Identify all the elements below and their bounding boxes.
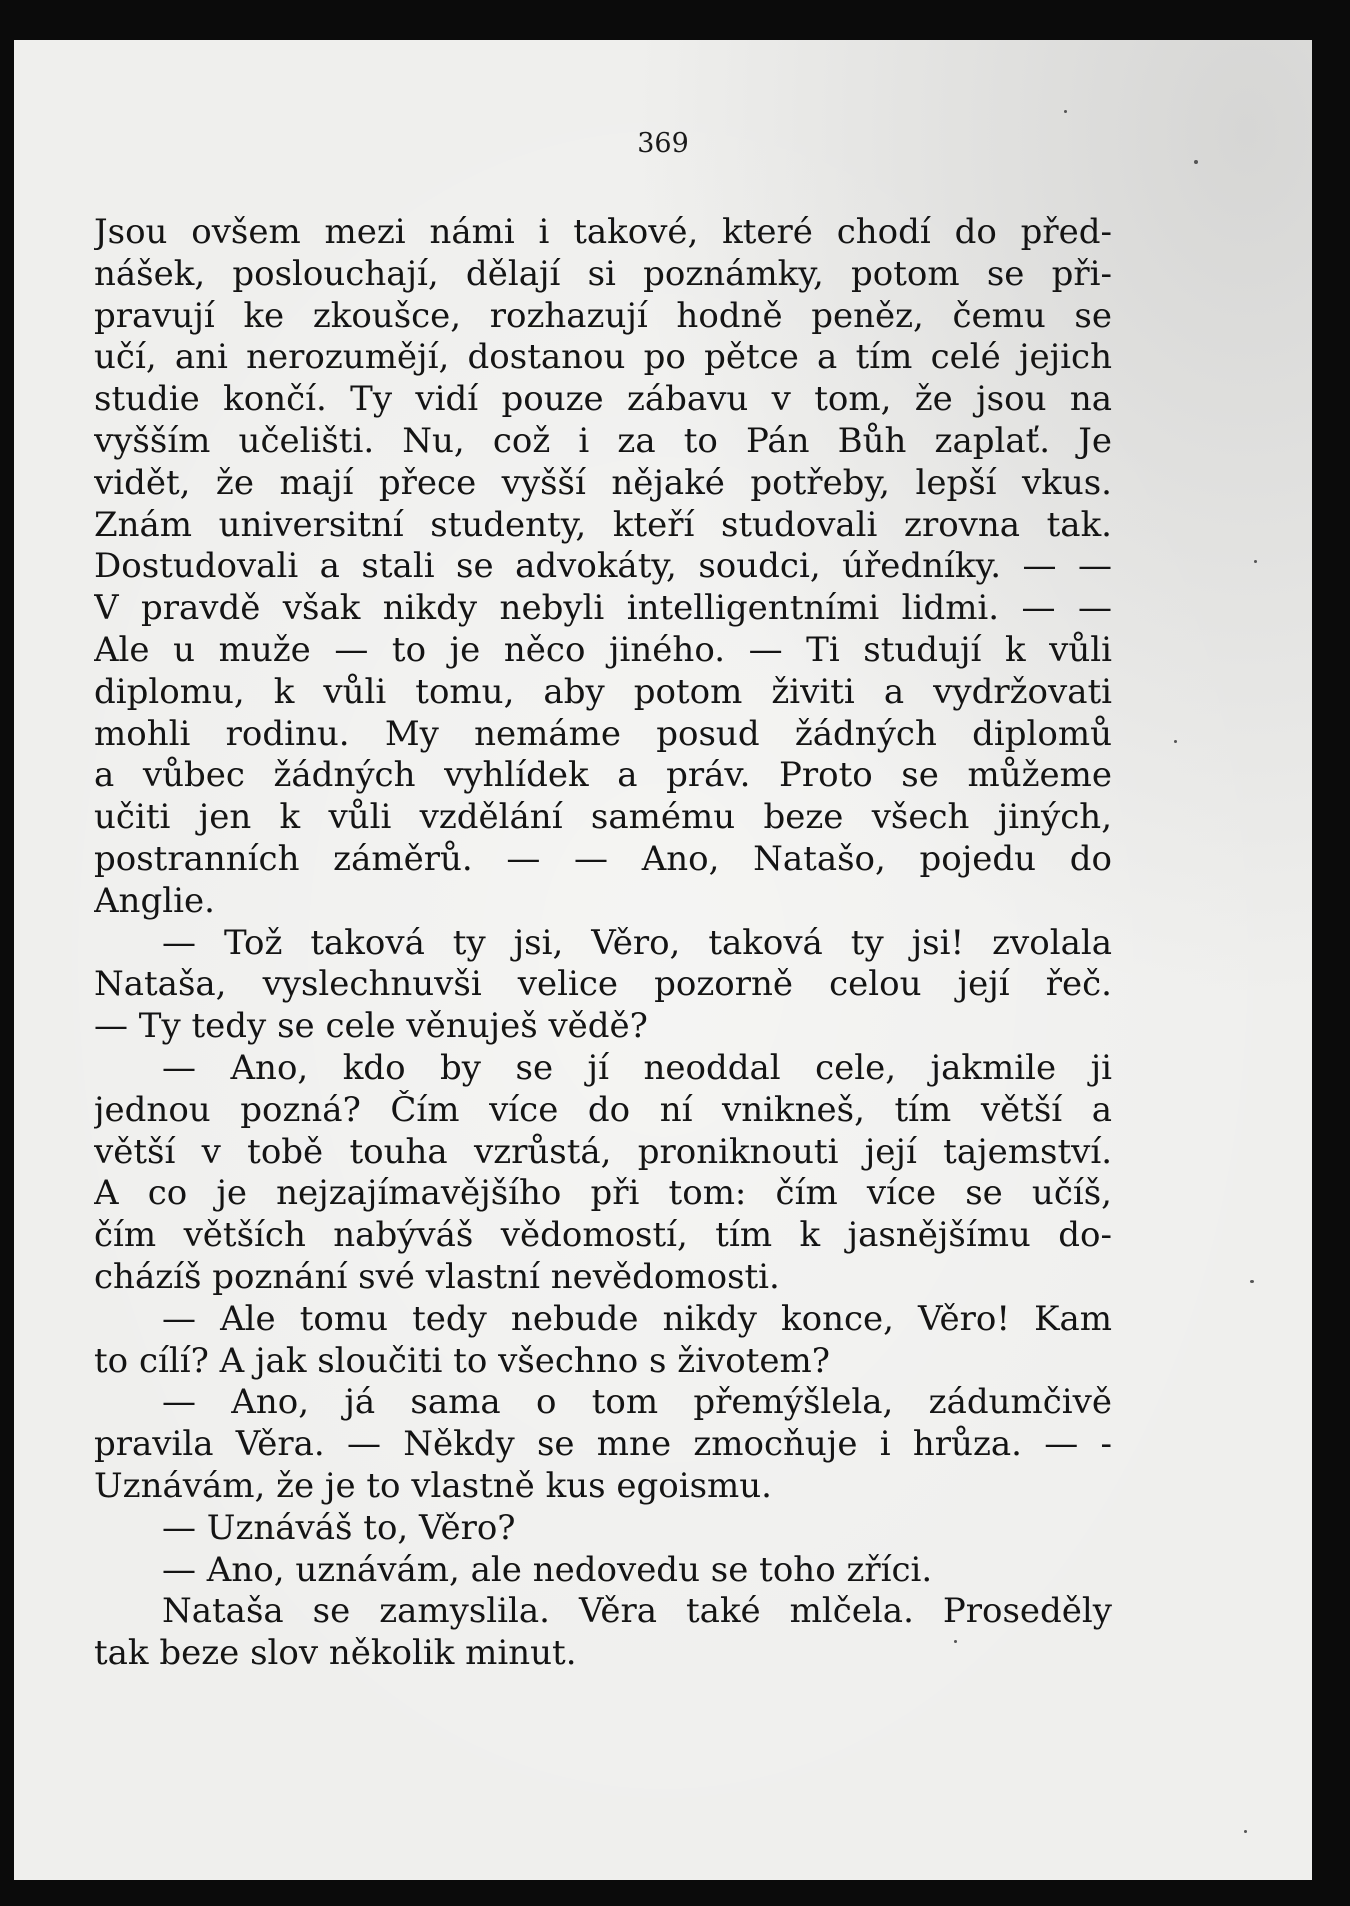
text-line: pravila Věra. — Někdy se mne zmocňuje i hrůza. — - [94,1424,1112,1465]
text-line: Anglie. [94,880,215,921]
text-line: to cílí? A jak sloučiti to všechno s životem? [94,1340,830,1381]
text-line: čím větších nabýváš vědomostí, tím k jasnějšímu do- [94,1215,1112,1256]
text-line: postranních záměrů. — — Ano, Natašo, pojedu do [94,838,1112,879]
text-line: vidět, že mají přece vyšší nějaké potřeby, lepší vkus. [94,462,1112,503]
text-line: — Uznáváš to, Věro? [162,1507,516,1548]
text-line: jednou pozná? Čím více do ní vnikneš, tím větší a [94,1089,1112,1130]
print-speck [1254,560,1257,563]
print-speck [1174,740,1177,743]
text-line: nášek, poslouchají, dělají si poznámky, potom se při- [94,253,1112,294]
body-text [94,212,1112,1675]
page-number: 369 [637,128,689,159]
text-line: V pravdě však nikdy nebyli intelligentními lidmi. — — [94,588,1112,629]
text-line: — Ano, kdo by se jí neoddal cele, jakmile ji [162,1047,1112,1088]
text-line: Znám universitní studenty, kteří studovali zrovna tak. [94,504,1112,545]
text-line: Dostudovali a stali se advokáty, soudci, úředníky. — — [94,546,1112,587]
text-line: A co je nejzajímavějšího při tom: čím více se učíš, [94,1173,1112,1214]
print-speck [954,1640,957,1643]
print-speck [1194,160,1198,164]
text-line: — Ano, uznávám, ale nedovedu se toho zříci. [162,1549,933,1590]
text-line: studie končí. Ty vidí pouze zábavu v tom, že jsou na [94,379,1112,420]
text-line: tak beze slov několik minut. [94,1633,577,1674]
text-line: větší v tobě touha vzrůstá, proniknouti její tajemství. [94,1131,1112,1172]
print-speck [1064,110,1067,113]
text-line: učí, ani nerozumějí, dostanou po pětce a tím celé jejich [94,337,1112,378]
text-line: Ale u muže — to je něco jiného. — Ti studují k vůli [94,629,1112,670]
text-line: vyšším učelišti. Nu, což i za to Pán Bůh zaplať. Je [94,420,1112,461]
text-line: Jsou ovšem mezi námi i takové, které chodí do před- [94,212,1112,252]
text-line: diplomu, k vůli tomu, aby potom živiti a vydržovati [94,671,1112,712]
text-line: Nataša, vyslechnuvši velice pozorně celou její řeč. [94,964,1112,1005]
text-line: Nataša se zamyslila. Věra také mlčela. Proseděly [162,1591,1112,1632]
text-line: — Ale tomu tedy nebude nikdy konce, Věro! Kam [162,1298,1112,1339]
book-page [14,40,1312,1880]
text-line: — Ty tedy se cele věnuješ vědě? [94,1006,648,1047]
text-line: Uznávám, že je to vlastně kus egoismu. [94,1465,772,1506]
print-speck [1250,1280,1254,1283]
text-line: mohli rodinu. My nemáme posud žádných diplomů [94,713,1112,754]
text-line: cházíš poznání své vlastní nevědomosti. [94,1256,780,1297]
print-speck [1244,1830,1247,1833]
text-line: — Ano, já sama o tom přemýšlela, zádumčivě [162,1382,1112,1423]
text-line: učiti jen k vůli vzdělání samému beze všech jiných, [94,797,1112,838]
text-line: a vůbec žádných vyhlídek a práv. Proto se můžeme [94,755,1112,796]
text-line: pravují ke zkoušce, rozhazují hodně peněz, čemu se [94,295,1112,336]
text-line: — Tož taková ty jsi, Věro, taková ty jsi! zvolala [162,922,1112,963]
